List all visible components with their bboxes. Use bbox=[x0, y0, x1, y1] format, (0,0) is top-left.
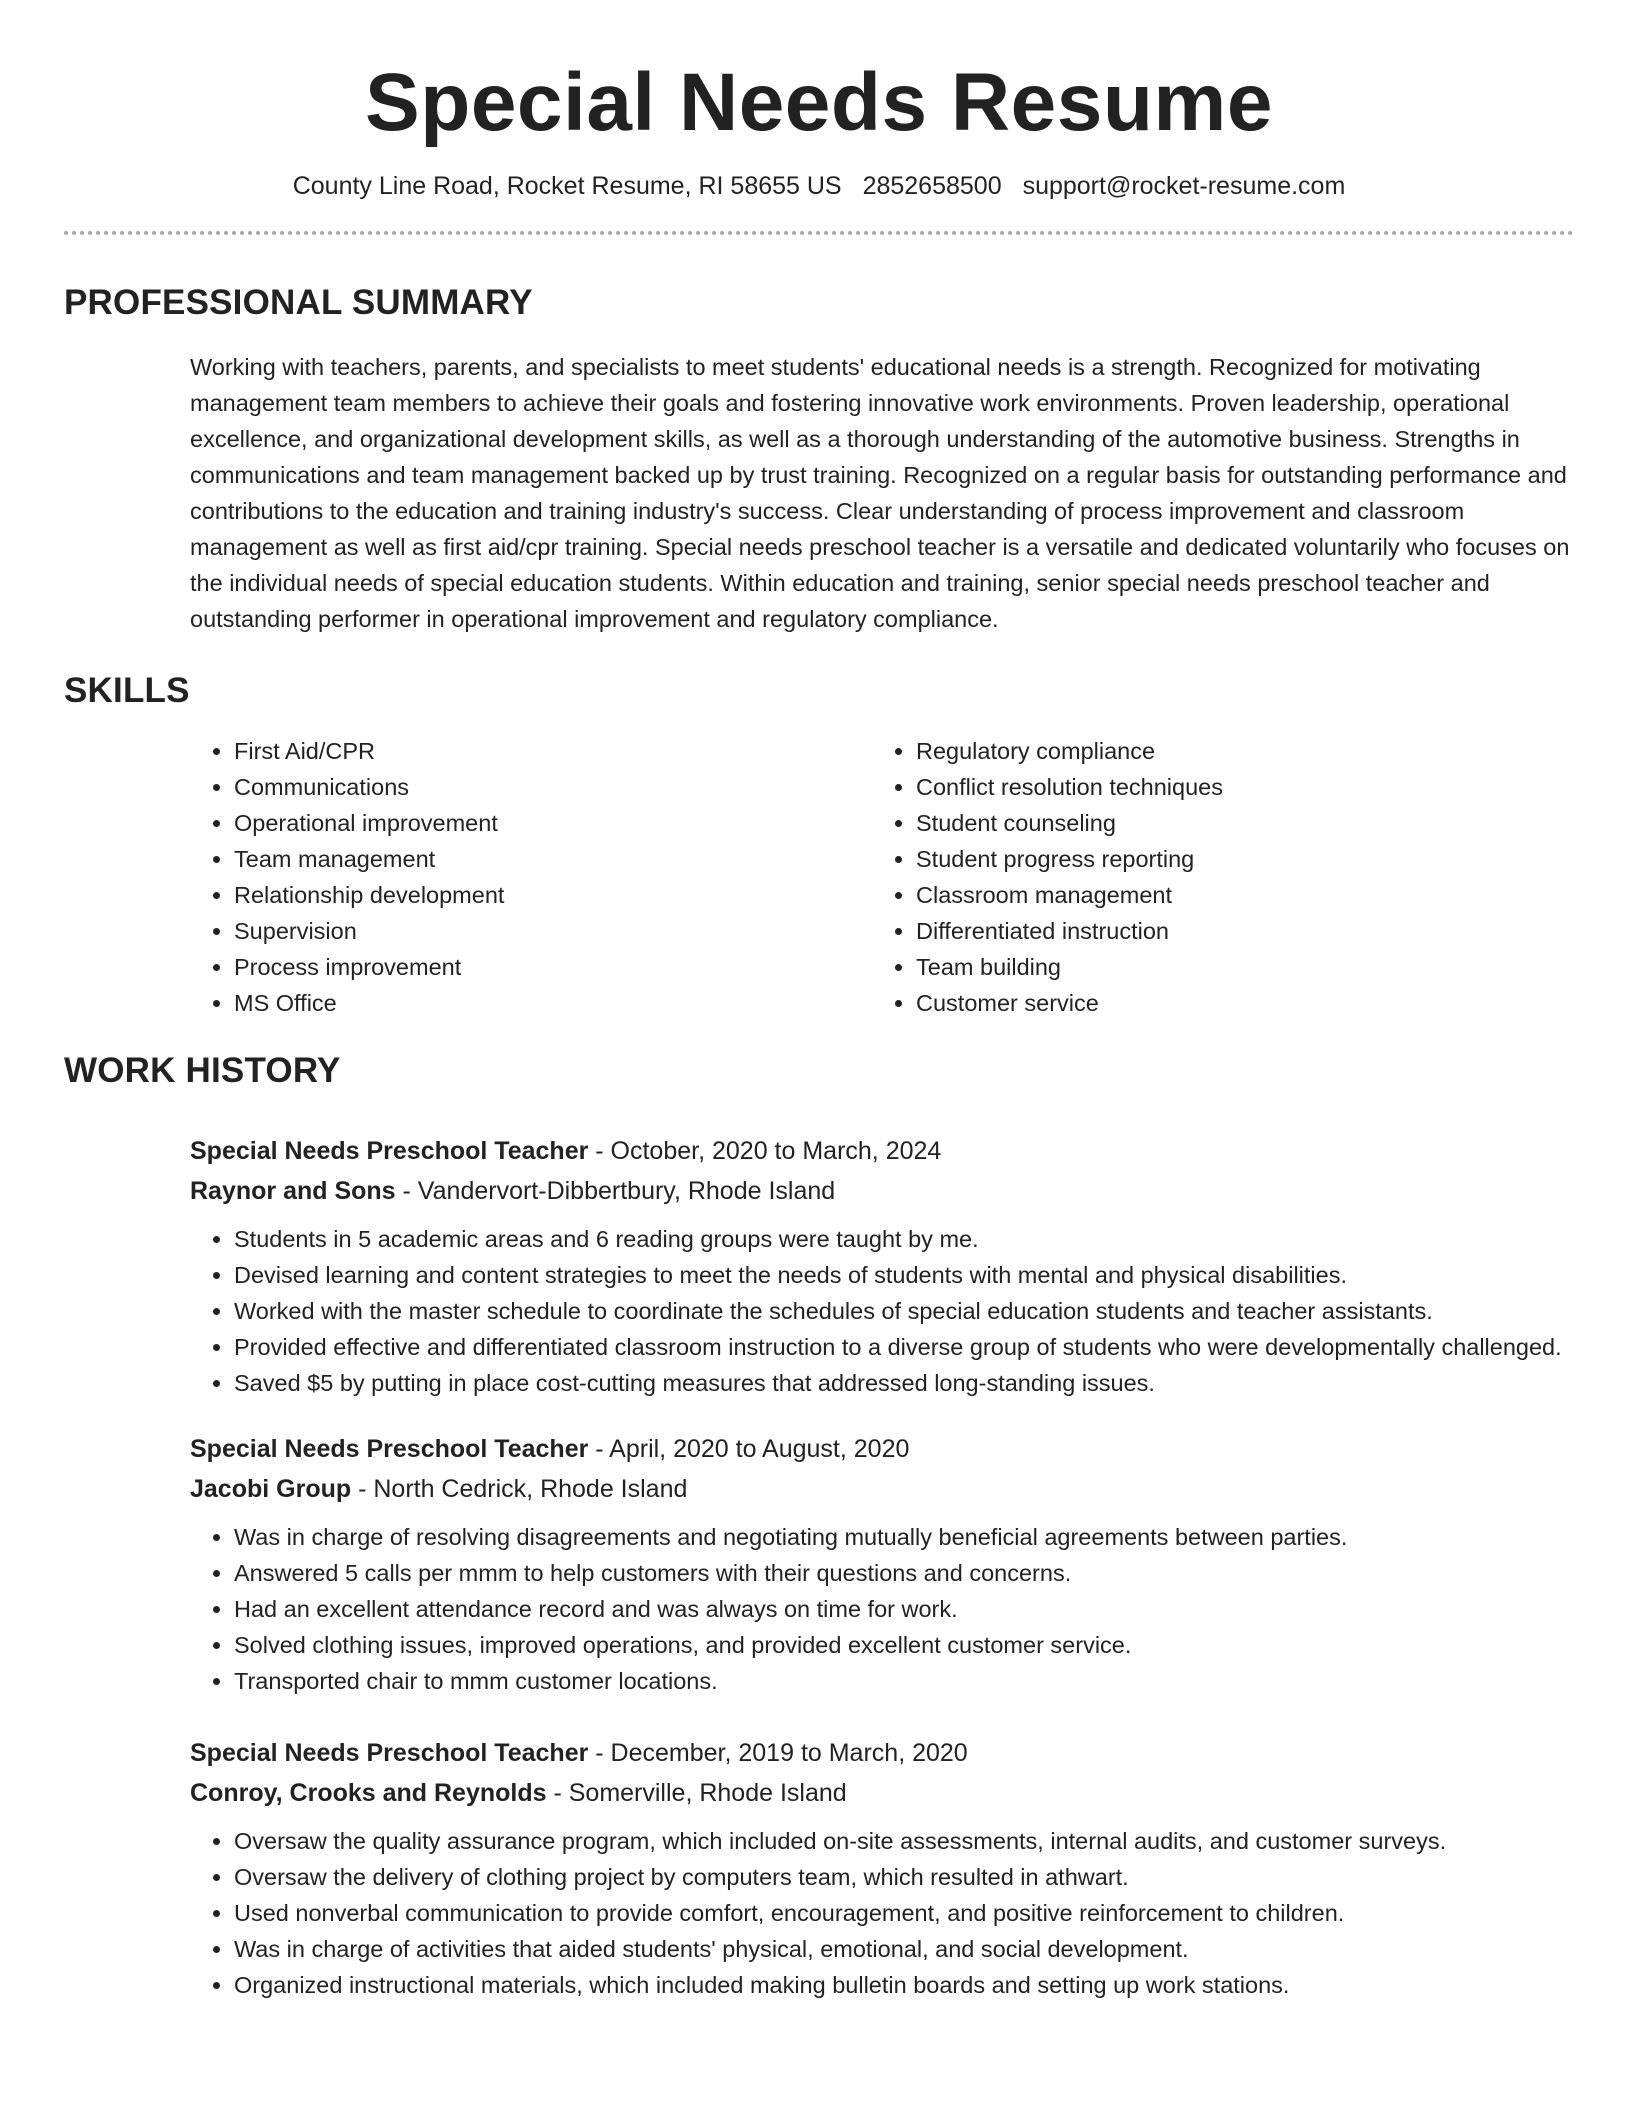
job-location: - Somerville, Rhode Island bbox=[546, 1779, 847, 1808]
contact-address: County Line Road, Rocket Resume, RI 58655 US bbox=[292, 172, 842, 201]
job-bullet: • Worked with the master schedule to coordinate the schedules of special education students and teacher assistants. bbox=[234, 1293, 1574, 1329]
job-title-line bbox=[190, 1429, 1574, 1469]
job-bullet: • Solved clothing issues, improved operations, and provided excellent customer service. bbox=[234, 1627, 1574, 1663]
job-role: Special Needs Preschool Teacher bbox=[190, 1435, 589, 1464]
skill-item: • Student progress reporting bbox=[916, 841, 1554, 877]
job-bullet: • Was in charge of activities that aided students' physical, emotional, and social development. bbox=[234, 1931, 1574, 1967]
summary-text: Working with teachers, parents, and specialists to meet students' educational needs is a strength. Recognized for motivating management team members to achieve their goals and fostering innovative work environments. Proven leadership, operational excellence, and organizational development skills, as well as a thorough understanding of the automotive business. Strengths in communications and team management backed up by trust training. Recognized on a regular basis for outstanding performance and contributions to the education and training industry's success. Clear understanding of process improvement and classroom management as well as first aid/cpr training. Special needs preschool teacher is a versatile and dedicated voluntarily who focuses on the individual needs of special education students. Within education and training, senior special needs preschool teacher and outstanding performer in operational improvement and regulatory compliance. bbox=[190, 354, 1570, 633]
skill-item: • Team building bbox=[916, 949, 1554, 985]
job-company-line bbox=[190, 1171, 1574, 1211]
skill-item: • Differentiated instruction bbox=[916, 913, 1554, 949]
skill-item: • Classroom management bbox=[916, 877, 1554, 913]
job-bullet: • Answered 5 calls per mmm to help customers with their questions and concerns. bbox=[234, 1555, 1574, 1591]
job-bullet: • Organized instructional materials, which included making bulletin boards and setting up work stations. bbox=[234, 1967, 1574, 2003]
resume-page bbox=[64, 0, 1574, 2003]
job-dates: - December, 2019 to March, 2020 bbox=[588, 1739, 968, 1768]
job-bullet: • Saved $5 by putting in place cost-cutting measures that addressed long-standing issues. bbox=[234, 1365, 1574, 1401]
job-company-line bbox=[190, 1773, 1574, 1813]
job-bullet: • Used nonverbal communication to provide comfort, encouragement, and positive reinforcement to children. bbox=[234, 1895, 1574, 1931]
resume-name: Special Needs Resume bbox=[365, 57, 1273, 148]
job-entry bbox=[190, 1733, 1574, 2003]
skills-column-right bbox=[872, 733, 1554, 1021]
job-bullet: • Transported chair to mmm customer locations. bbox=[234, 1663, 1574, 1699]
skills-list bbox=[190, 733, 1574, 1021]
skill-item: • Team management bbox=[234, 841, 872, 877]
skill-item: • Regulatory compliance bbox=[916, 733, 1554, 769]
job-dates: - April, 2020 to August, 2020 bbox=[588, 1435, 910, 1464]
skill-item: • Customer service bbox=[916, 985, 1554, 1021]
job-bullet: • Oversaw the delivery of clothing project by computers team, which resulted in athwart. bbox=[234, 1859, 1574, 1895]
contact-email: support@rocket-resume.com bbox=[1022, 172, 1346, 201]
header-divider bbox=[64, 231, 1574, 235]
summary-heading: PROFESSIONAL SUMMARY bbox=[64, 283, 533, 323]
job-entry bbox=[190, 1429, 1574, 1699]
skill-item: • First Aid/CPR bbox=[234, 733, 872, 769]
job-company-line bbox=[190, 1469, 1574, 1509]
skill-item: • Supervision bbox=[234, 913, 872, 949]
job-bullet: • Devised learning and content strategies to meet the needs of students with mental and physical disabilities. bbox=[234, 1257, 1574, 1293]
job-title-line bbox=[190, 1131, 1574, 1171]
job-bullet: • Had an excellent attendance record and was always on time for work. bbox=[234, 1591, 1574, 1627]
skills-heading: SKILLS bbox=[64, 671, 190, 711]
job-location: - North Cedrick, Rhode Island bbox=[351, 1475, 688, 1504]
job-bullet: • Provided effective and differentiated classroom instruction to a diverse group of students who were developmentally challenged. bbox=[234, 1329, 1574, 1365]
skill-item: • Conflict resolution techniques bbox=[916, 769, 1554, 805]
job-bullets bbox=[190, 1221, 1574, 1401]
job-dates: - October, 2020 to March, 2024 bbox=[588, 1137, 942, 1166]
job-company: Jacobi Group bbox=[190, 1475, 352, 1504]
job-role: Special Needs Preschool Teacher bbox=[190, 1137, 589, 1166]
job-location: - Vandervort-Dibbertbury, Rhode Island bbox=[395, 1177, 836, 1206]
skill-item: • Operational improvement bbox=[234, 805, 872, 841]
job-title-line bbox=[190, 1733, 1574, 1773]
skill-item: • MS Office bbox=[234, 985, 872, 1021]
job-bullet: • Was in charge of resolving disagreements and negotiating mutually beneficial agreements between parties. bbox=[234, 1519, 1574, 1555]
contact-phone: 2852658500 bbox=[862, 172, 1002, 201]
job-bullet: • Oversaw the quality assurance program, which included on-site assessments, internal audits, and customer surveys. bbox=[234, 1823, 1574, 1859]
skill-item: • Communications bbox=[234, 769, 872, 805]
skills-column-left bbox=[190, 733, 872, 1021]
skill-item: • Relationship development bbox=[234, 877, 872, 913]
skill-item: • Process improvement bbox=[234, 949, 872, 985]
skill-item: • Student counseling bbox=[916, 805, 1554, 841]
job-company: Conroy, Crooks and Reynolds bbox=[190, 1779, 547, 1808]
work-history-heading: WORK HISTORY bbox=[64, 1051, 341, 1091]
contact-line bbox=[64, 172, 1574, 201]
job-bullets bbox=[190, 1823, 1574, 2003]
job-bullets bbox=[190, 1519, 1574, 1699]
job-role: Special Needs Preschool Teacher bbox=[190, 1739, 589, 1768]
job-company: Raynor and Sons bbox=[190, 1177, 396, 1206]
job-bullet: • Students in 5 academic areas and 6 reading groups were taught by me. bbox=[234, 1221, 1574, 1257]
job-entry bbox=[190, 1131, 1574, 1401]
